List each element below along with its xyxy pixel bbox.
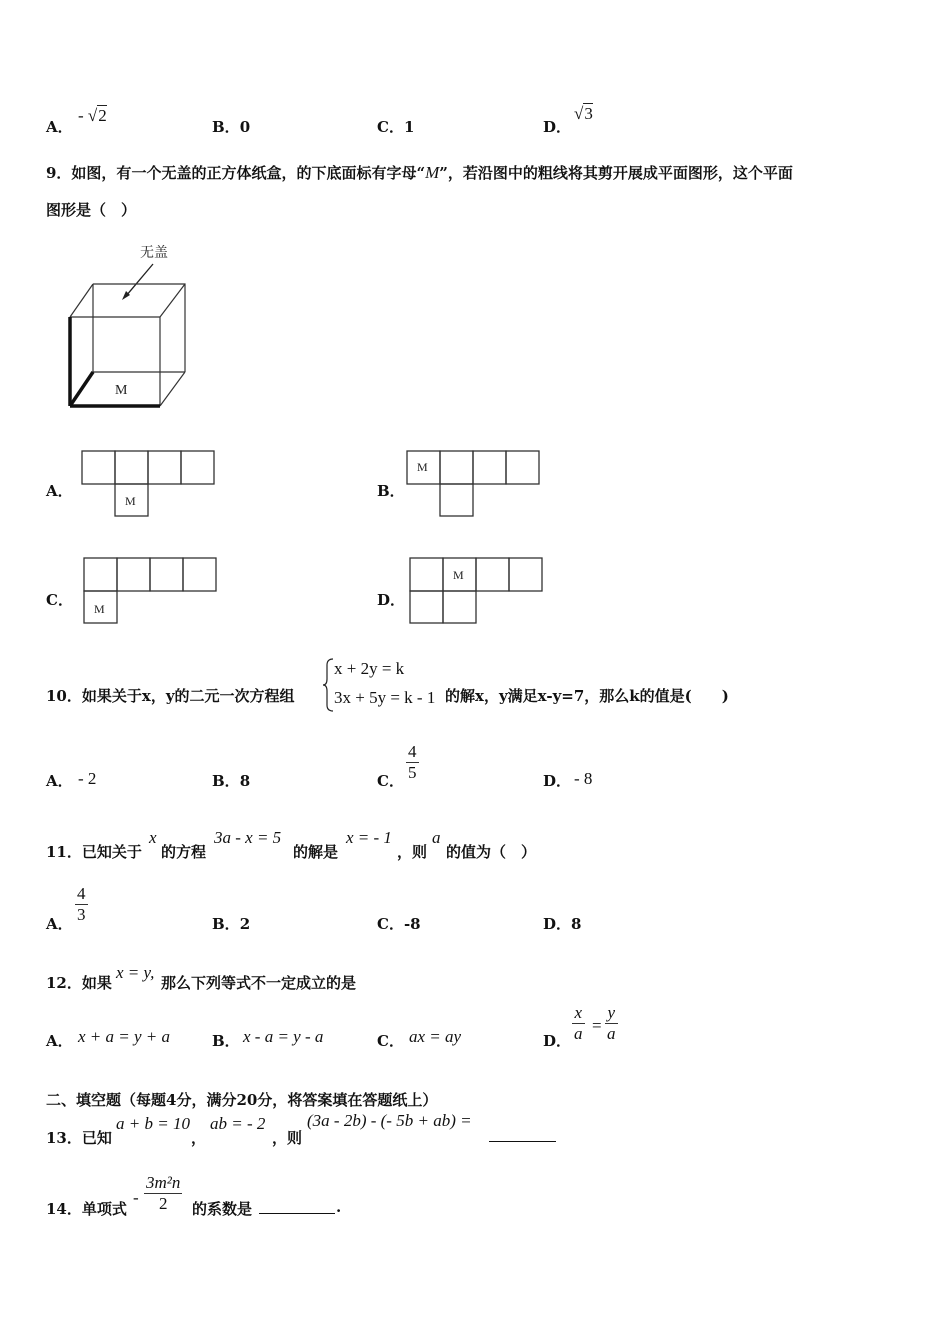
q9-option-c-net <box>83 557 219 625</box>
q12-option-c-label: C． <box>377 1032 404 1050</box>
option-label: B． <box>212 772 240 790</box>
net-letter-m: M <box>417 460 428 474</box>
option-value: 8 <box>571 915 582 933</box>
q13-part1: 13．已知 <box>46 1129 112 1147</box>
q12-option-b-value: x - a = y - a <box>243 1027 324 1046</box>
q11-equation: 3a - x = 5 <box>214 828 282 847</box>
denominator: 2 <box>158 1194 168 1213</box>
numerator: y <box>607 1003 616 1022</box>
option-label: B． <box>212 915 240 933</box>
q13-part2: ，则 <box>272 1129 303 1147</box>
denominator: a <box>607 1024 616 1043</box>
q13-expression: (3a - 2b) - (- 5b + ab) = <box>307 1111 472 1130</box>
q11-part5: 的值为（ ） <box>446 843 537 861</box>
option-label: D． <box>543 915 572 933</box>
q11-option-a-fraction <box>75 884 88 925</box>
q12-option-d-equals: = <box>592 1016 602 1035</box>
q12-part2: 那么下列等式不一定成立的是 <box>161 974 357 992</box>
q10-option-c-fraction <box>406 742 419 783</box>
q13-cond2: ab = - 2 <box>210 1114 266 1133</box>
q11-part1: 11．已知关于 <box>46 843 142 861</box>
q10-option-c-label: C． <box>377 772 404 790</box>
numerator: 3m²n <box>146 1173 181 1192</box>
q10-option-a-value: - 2 <box>78 769 97 788</box>
q8-option-b <box>212 116 250 137</box>
q12-option-c-value: ax = ay <box>409 1027 462 1046</box>
cube-label: 无盖 <box>140 246 168 261</box>
q9-option-a-net <box>81 450 217 518</box>
minus-sign: - <box>78 106 84 125</box>
q9-option-d-label: D． <box>377 591 406 609</box>
option-label: B． <box>212 118 240 136</box>
option-label: C． <box>377 118 404 136</box>
q11-part2: 的方程 <box>161 843 207 861</box>
numerator: 4 <box>77 884 86 903</box>
q10-prefix: 10．如果关于x，y的二元一次方程组 <box>46 687 295 705</box>
q14-end: . <box>336 1198 342 1216</box>
numerator: x <box>574 1003 583 1022</box>
cube-letter-m: M <box>115 383 128 398</box>
q8-option-a <box>46 116 73 137</box>
q12-option-d-fraction-right <box>605 1003 618 1044</box>
q10-suffix: 的解x，y满足x-y=7，那么k的值是( ) <box>445 687 729 705</box>
q8-option-a-value <box>78 106 107 126</box>
q9-option-d-net <box>409 557 545 625</box>
option-label: C． <box>377 915 404 933</box>
q9-question-line1 <box>46 162 793 183</box>
q12-option-b-label: B． <box>212 1032 240 1050</box>
denominator: a <box>574 1024 583 1043</box>
q14-fraction <box>144 1173 182 1214</box>
arrow-icon <box>126 264 153 296</box>
q10-eq2: 3x + 5y = k - 1 <box>334 688 436 707</box>
q11-var-a: a <box>432 828 441 847</box>
q10-option-b <box>212 770 250 791</box>
q9-option-b-net <box>406 450 542 518</box>
q9-question-line2 <box>46 199 136 220</box>
option-value: 1 <box>403 118 415 136</box>
question-text: 9．如图，有一个无盖的正方体纸盒，的下底面标有字母“ <box>46 164 426 182</box>
q12-condition: x = y, <box>116 963 155 982</box>
q12-option-d-label: D． <box>543 1032 572 1050</box>
q8-option-d <box>543 116 571 137</box>
q12-option-a-value: x + a = y + a <box>78 1027 171 1046</box>
q10-eq1: x + 2y = k <box>334 659 405 678</box>
option-value: 8 <box>239 772 251 790</box>
sqrt-icon: √ <box>574 104 584 123</box>
q10-option-d-value: - 8 <box>574 769 593 788</box>
q14-sign: - <box>133 1188 139 1207</box>
q8-option-d-value <box>574 104 593 124</box>
q11-option-a-label: A． <box>46 915 73 933</box>
q10-option-a-label: A． <box>46 772 73 790</box>
q8-option-c <box>377 116 414 137</box>
q11-option-b <box>212 913 250 934</box>
net-letter-m: M <box>453 568 464 582</box>
q11-option-d <box>543 913 581 934</box>
q14-answer-blank[interactable] <box>259 1200 335 1214</box>
q13-sep: ， <box>191 1129 207 1147</box>
option-value: 2 <box>239 915 251 933</box>
option-label: D． <box>543 118 572 136</box>
q10-option-d-label: D． <box>543 772 572 790</box>
option-value: 0 <box>239 118 251 136</box>
q9-option-c-label: C． <box>46 591 73 609</box>
q12-option-a-label: A． <box>46 1032 73 1050</box>
q11-var-x: x <box>149 828 157 847</box>
q11-option-c <box>377 913 421 934</box>
radicand: 2 <box>98 106 107 125</box>
q13-cond1: a + b = 10 <box>116 1114 190 1133</box>
numerator: 4 <box>408 742 417 761</box>
q9-option-b-label: B． <box>377 482 405 500</box>
sqrt-icon: √ <box>87 106 98 125</box>
denominator: 3 <box>77 905 86 924</box>
q12-part1: 12．如果 <box>46 974 112 992</box>
net-letter-m: M <box>125 494 136 508</box>
question-text: 图形是（ ） <box>46 201 137 219</box>
question-text: ”，若沿图中的粗线将其剪开展成平面图形，这个平面 <box>439 164 793 182</box>
open-cube-figure <box>60 238 195 413</box>
option-value: -8 <box>403 915 421 933</box>
denominator: 5 <box>408 763 417 782</box>
q14-part1: 14．单项式 <box>46 1200 127 1218</box>
q12-option-d-fraction-left <box>572 1003 585 1044</box>
q14-part2: 的系数是 <box>192 1200 253 1218</box>
option-label: A． <box>46 118 73 136</box>
q11-solution: x = - 1 <box>346 828 392 847</box>
q13-answer-blank[interactable] <box>489 1128 556 1142</box>
section-heading: 二、填空题（每题4分，满分20分，将答案填在答题纸上） <box>46 1091 438 1109</box>
q9-option-a-label: A． <box>46 482 73 500</box>
letter-m: M <box>425 163 440 182</box>
q11-part4: ，则 <box>397 843 428 861</box>
net-letter-m: M <box>94 602 105 616</box>
q11-part3: 的解是 <box>293 843 339 861</box>
radicand: 3 <box>584 104 593 123</box>
